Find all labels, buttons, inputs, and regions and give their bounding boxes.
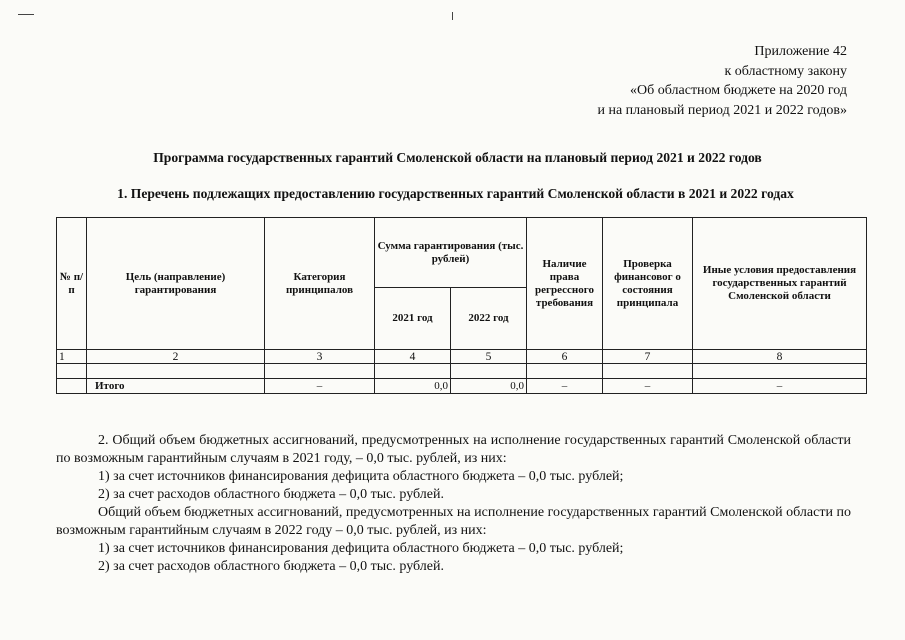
column-number: 7 [603, 350, 693, 364]
empty-cell [87, 364, 265, 379]
appendix-header [597, 42, 847, 120]
empty-cell [57, 379, 87, 394]
total-label: Итого [87, 379, 265, 394]
appendix-line: Приложение 42 [754, 44, 847, 59]
header-sum: Сумма гарантирования (тыс. рублей) [375, 218, 527, 288]
header-goal: Цель (направление) гарантирования [87, 218, 265, 350]
total-row [57, 379, 867, 394]
header-year-2022: 2022 год [451, 288, 527, 350]
header-other: Иные условия предоставления государственных гарантий Смоленской области [693, 218, 867, 350]
empty-cell [375, 364, 451, 379]
list-item: 1) за счет источников финансирования дефицита областного бюджета – 0,0 тыс. рублей; [98, 469, 624, 484]
column-number: 8 [693, 350, 867, 364]
section-title: 1. Перечень подлежащих предоставлению государственных гарантий Смоленской области в 2021 и 2022 годах [117, 186, 794, 201]
list-item: 1) за счет источников финансирования дефицита областного бюджета – 0,0 тыс. рублей; [98, 541, 624, 556]
column-number: 5 [451, 350, 527, 364]
paragraph-2022: Общий объем бюджетных ассигнований, предусмотренных на исполнение государственных гарантий Смоленской области по возможным гарантийным случаям в 2022 году – 0,0 тыс. рублей, из них: [56, 505, 851, 538]
document-title: Программа государственных гарантий Смоленской области на плановый период 2021 и 2022 годов [153, 150, 762, 165]
total-2022: 0,0 [451, 379, 527, 394]
empty-cell [603, 364, 693, 379]
column-number: 1 [57, 350, 87, 364]
column-number-row [57, 350, 867, 364]
scan-mark [18, 14, 34, 15]
guarantees-table [56, 217, 867, 394]
appendix-line: и на плановый период 2021 и 2022 годов» [597, 102, 847, 118]
total-regress: – [527, 379, 603, 394]
total-2021: 0,0 [375, 379, 451, 394]
total-other: – [693, 379, 867, 394]
empty-cell [451, 364, 527, 379]
header-num: № п/п [57, 218, 87, 350]
total-category: – [265, 379, 375, 394]
empty-row [57, 364, 867, 379]
appendix-line: к областному закону [724, 63, 847, 79]
column-number: 4 [375, 350, 451, 364]
body-text [56, 432, 851, 576]
list-item: 2) за счет расходов областного бюджета – 0,0 тыс. рублей. [98, 487, 444, 502]
header-check: Проверка финансовог о состояния принципала [603, 218, 693, 350]
total-check: – [603, 379, 693, 394]
appendix-line: «Об областном бюджете на 2020 год [630, 83, 847, 98]
paragraph-2021: 2. Общий объем бюджетных ассигнований, предусмотренных на исполнение государственных гарантий Смоленской области по возможным гарантийным случаям в 2021 году, – 0,0 тыс. рублей, из них: [56, 433, 851, 466]
empty-cell [57, 364, 87, 379]
header-category: Категория принципалов [265, 218, 375, 350]
empty-cell [693, 364, 867, 379]
column-number: 2 [87, 350, 265, 364]
column-number: 6 [527, 350, 603, 364]
column-number: 3 [265, 350, 375, 364]
empty-cell [527, 364, 603, 379]
header-regress: Наличие права регрессного требования [527, 218, 603, 350]
empty-cell [265, 364, 375, 379]
header-year-2021: 2021 год [375, 288, 451, 350]
scan-mark [452, 12, 453, 20]
list-item: 2) за счет расходов областного бюджета – 0,0 тыс. рублей. [98, 559, 444, 574]
